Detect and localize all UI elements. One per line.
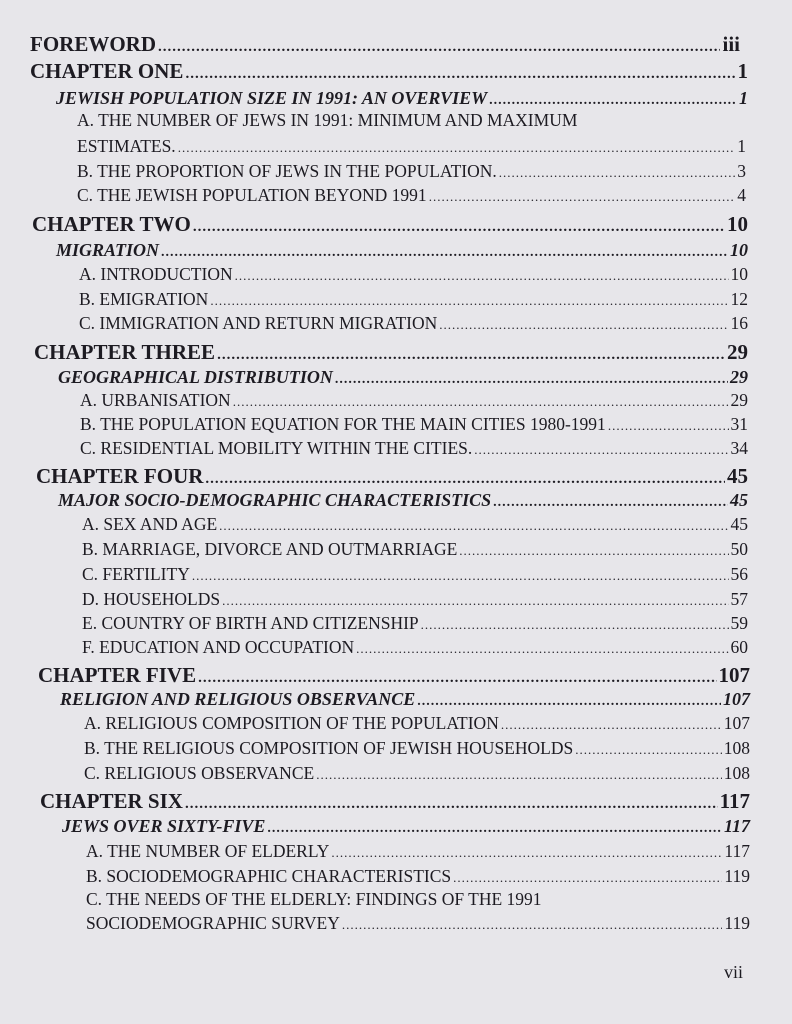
toc-page-number: 117 [719, 789, 750, 813]
toc-item-1a[interactable] [77, 136, 746, 157]
dot-leader [499, 165, 735, 181]
page-number: vii [724, 962, 744, 982]
toc-item-5c[interactable] [84, 763, 750, 784]
toc-entry-label: A. URBANISATION [80, 390, 231, 410]
toc-item-4b[interactable] [82, 539, 748, 560]
toc-chapter-five[interactable] [38, 663, 750, 688]
toc-entry-label: JEWS OVER SIXTY-FIVE [62, 816, 266, 836]
dot-leader [185, 796, 718, 813]
toc-entry-label: C. IMMIGRATION AND RETURN MIGRATION [79, 313, 438, 333]
dot-leader [178, 140, 736, 156]
toc-chapter-two[interactable] [32, 212, 748, 237]
toc-item-3c[interactable] [80, 438, 748, 459]
toc-entry-label: B. THE RELIGIOUS COMPOSITION OF JEWISH HOUSEHOLDS [84, 738, 574, 758]
dot-leader [474, 442, 728, 458]
toc-entry-label: E. COUNTRY OF BIRTH AND CITIZENSHIP [82, 613, 419, 633]
toc-entry-label: JEWISH POPULATION SIZE IN 1991: AN OVERVIEW [56, 88, 488, 108]
toc-entry-label: C. FERTILITY [82, 564, 190, 584]
toc-page-number: 107 [723, 689, 750, 709]
toc-page-number: 107 [718, 663, 750, 687]
toc-item-1c[interactable] [77, 185, 746, 206]
dot-leader [501, 717, 722, 733]
toc-entry-label: F. EDUCATION AND OCCUPATION [82, 637, 355, 657]
toc-foreword[interactable] [30, 32, 740, 57]
toc-page-number: 1 [737, 59, 748, 83]
toc-page-number: 29 [727, 340, 748, 364]
dot-leader [421, 617, 729, 633]
dot-leader [417, 694, 721, 710]
dot-leader [161, 245, 728, 261]
toc-page-number: 50 [730, 539, 748, 559]
toc-item-6b[interactable] [86, 866, 750, 887]
dot-leader [335, 372, 728, 388]
toc-page-number: 108 [723, 738, 750, 758]
dot-leader [222, 593, 728, 609]
toc-item-1b[interactable] [77, 161, 746, 182]
toc-entry-label: A. RELIGIOUS COMPOSITION OF THE POPULATION [84, 713, 499, 733]
toc-section-chapter-six[interactable] [62, 816, 750, 837]
toc-item-2c[interactable] [79, 313, 748, 334]
toc-item-2a[interactable] [79, 264, 748, 285]
dot-leader [356, 641, 728, 657]
toc-page-number: 117 [723, 816, 750, 836]
toc-entry-label: CHAPTER THREE [34, 340, 216, 364]
toc-chapter-three[interactable] [34, 340, 748, 365]
toc-entry-label: SOCIODEMOGRAPHIC SURVEY [86, 913, 340, 933]
toc-page-number: 119 [724, 913, 750, 933]
toc-entry-label: CHAPTER ONE [30, 59, 184, 83]
toc-entry-label: CHAPTER SIX [40, 789, 183, 813]
toc-page-number: 45 [730, 490, 748, 510]
dot-leader [459, 543, 728, 559]
toc-page-number: 4 [737, 185, 746, 205]
dot-leader [493, 495, 728, 511]
toc-page-number: 57 [730, 589, 748, 609]
toc-item-line: A. THE NUMBER OF JEWS IN 1991: MINIMUM AND MAXIMUM [77, 110, 578, 130]
dot-leader [193, 219, 725, 236]
toc-page-number: 29 [730, 367, 748, 387]
toc-item-6c[interactable] [86, 913, 750, 934]
toc-entry-label: A. INTRODUCTION [79, 264, 233, 284]
dot-leader [575, 742, 722, 758]
dot-leader [210, 293, 728, 309]
dot-leader [192, 568, 729, 584]
dot-leader [198, 670, 716, 687]
toc-page-number: 108 [723, 763, 750, 783]
toc-entry-label: B. EMIGRATION [79, 289, 209, 309]
toc-page-number: 29 [730, 390, 748, 410]
toc-page-number: 60 [730, 637, 748, 657]
toc-entry-label: CHAPTER FIVE [38, 663, 197, 687]
dot-leader [217, 347, 725, 364]
toc-page-number: 119 [724, 866, 750, 886]
toc-page-number: 3 [737, 161, 746, 181]
toc-item-2b[interactable] [79, 289, 748, 310]
toc-chapter-four[interactable] [36, 464, 748, 489]
toc-item-4a[interactable] [82, 514, 748, 535]
toc-entry-label: MAJOR SOCIO-DEMOGRAPHIC CHARACTERISTICS [58, 490, 492, 510]
toc-page-number: 45 [727, 464, 748, 488]
toc-section-chapter-three[interactable] [58, 367, 748, 388]
toc-item-3a[interactable] [80, 390, 748, 411]
toc-item-4f[interactable] [82, 637, 748, 658]
dot-leader [235, 268, 729, 284]
toc-entry-label: CHAPTER FOUR [36, 464, 204, 488]
toc-chapter-six[interactable] [40, 789, 750, 814]
toc-item-line: C. THE NEEDS OF THE ELDERLY: FINDINGS OF THE 1991 [86, 889, 542, 909]
toc-page-number: 59 [730, 613, 748, 633]
toc-item-4c[interactable] [82, 564, 748, 585]
dot-leader [453, 870, 722, 886]
toc-entry-label: B. THE POPULATION EQUATION FOR THE MAIN CITIES 1980-1991 [80, 414, 606, 434]
toc-page-number: 10 [727, 212, 748, 236]
toc-entry-label: A. THE NUMBER OF ELDERLY [86, 841, 330, 861]
toc-page-number: iii [722, 32, 740, 56]
toc-item-4e[interactable] [82, 613, 748, 634]
toc-item-5b[interactable] [84, 738, 750, 759]
toc-entry-label: D. HOUSEHOLDS [82, 589, 221, 609]
dot-leader [429, 189, 736, 205]
dot-leader [331, 845, 722, 861]
toc-item-4d[interactable] [82, 589, 748, 610]
toc-page-number: 12 [730, 289, 748, 309]
dot-leader [158, 39, 720, 56]
toc-entry-label: ESTIMATES. [77, 136, 176, 156]
dot-leader [489, 93, 737, 109]
toc-entry-label: C. RELIGIOUS OBSERVANCE [84, 763, 315, 783]
toc-page-number: 16 [730, 313, 748, 333]
toc-item-6a[interactable] [86, 841, 750, 862]
toc-item-3b[interactable] [80, 414, 748, 435]
toc-section-chapter-four[interactable] [58, 490, 748, 511]
dot-leader [267, 821, 722, 837]
toc-page-number: 117 [724, 841, 750, 861]
toc-entry-label: GEOGRAPHICAL DISTRIBUTION [58, 367, 333, 387]
toc-section-chapter-one[interactable] [56, 88, 748, 109]
toc-entry-label: A. SEX AND AGE [82, 514, 218, 534]
toc-page-number: 1 [737, 136, 746, 156]
toc-section-chapter-two[interactable] [56, 240, 748, 261]
toc-page-number: 10 [730, 264, 748, 284]
toc-page-number: 31 [730, 414, 748, 434]
toc-page-number: 56 [730, 564, 748, 584]
toc-entry-label: C. THE JEWISH POPULATION BEYOND 1991 [77, 185, 427, 205]
toc-chapter-one[interactable] [30, 59, 748, 84]
dot-leader [439, 317, 728, 333]
dot-leader [185, 66, 735, 83]
toc-entry-label: FOREWORD [30, 32, 156, 56]
toc-page-number: 45 [730, 514, 748, 534]
dot-leader [316, 767, 722, 783]
toc-entry-label: C. RESIDENTIAL MOBILITY WITHIN THE CITIES. [80, 438, 473, 458]
dot-leader [608, 418, 729, 434]
toc-page-number: 10 [730, 240, 748, 260]
toc-section-chapter-five[interactable] [60, 689, 750, 710]
toc-entry-label: B. THE PROPORTION OF JEWS IN THE POPULATION. [77, 161, 497, 181]
dot-leader [342, 917, 723, 933]
toc-entry-label: CHAPTER TWO [32, 212, 191, 236]
dot-leader [219, 518, 728, 534]
toc-item-5a[interactable] [84, 713, 750, 734]
toc-page-number: 34 [730, 438, 748, 458]
toc-entry-label: MIGRATION [56, 240, 160, 260]
dot-leader [233, 394, 729, 410]
toc-page-number: 1 [739, 88, 748, 108]
toc-entry-label: B. SOCIODEMOGRAPHIC CHARACTERISTICS [86, 866, 452, 886]
toc-page-number: 107 [723, 713, 750, 733]
toc-entry-label: B. MARRIAGE, DIVORCE AND OUTMARRIAGE [82, 539, 458, 559]
dot-leader [205, 471, 725, 488]
toc-entry-label: RELIGION AND RELIGIOUS OBSERVANCE [60, 689, 416, 709]
